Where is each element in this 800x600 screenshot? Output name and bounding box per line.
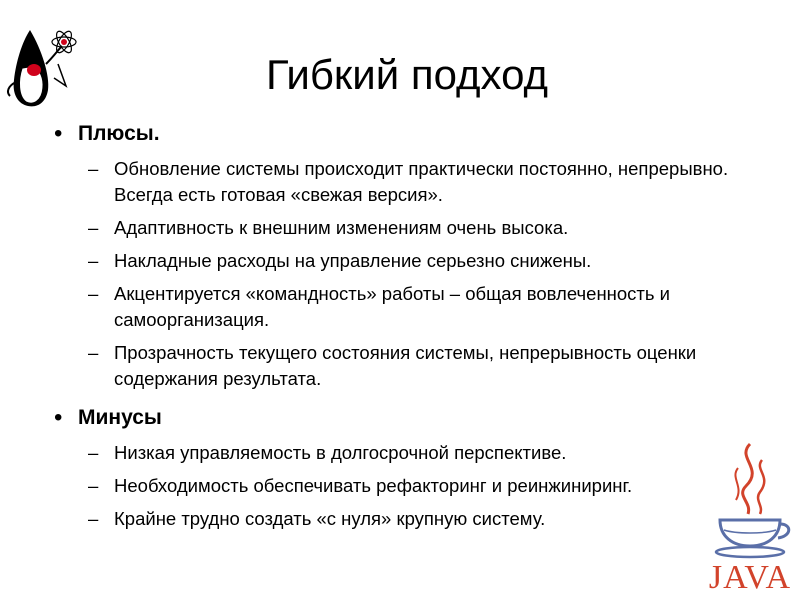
cons-list bbox=[78, 440, 770, 532]
list-item-text: Необходимость обеспечивать рефакторинг и реинжиниринг. bbox=[114, 475, 633, 496]
list-item bbox=[78, 248, 770, 274]
list-item-text: Низкая управляемость в долгосрочной перспективе. bbox=[114, 442, 567, 463]
list-item bbox=[78, 281, 770, 333]
list-item-text: Крайне трудно создать «с нуля» крупную систему. bbox=[114, 508, 546, 529]
list-item bbox=[78, 473, 770, 499]
slide-content bbox=[40, 120, 770, 544]
dash-glyph: – bbox=[88, 342, 99, 363]
section-cons bbox=[40, 404, 770, 532]
list-item-text: Адаптивность к внешним изменениям очень высока. bbox=[114, 217, 569, 238]
dash-glyph: – bbox=[88, 250, 99, 271]
section-list bbox=[40, 120, 770, 532]
java-logo-icon bbox=[706, 440, 794, 596]
list-item bbox=[78, 215, 770, 241]
slide-title: Гибкий подход bbox=[265, 51, 549, 98]
list-item-text: Обновление системы происходит практически постоянно, непрерывно. Всегда есть готовая «свежая версия». bbox=[114, 158, 729, 205]
dash-glyph: – bbox=[88, 217, 99, 238]
section-heading: Минусы bbox=[78, 406, 162, 429]
list-item-text: Прозрачность текущего состояния системы, непрерывность оценки содержания результата. bbox=[114, 342, 697, 389]
section-heading: Плюсы. bbox=[78, 122, 160, 145]
list-item-text: Акцентируется «командность» работы – общая вовлеченность и самоорганизация. bbox=[114, 283, 671, 330]
list-item bbox=[78, 440, 770, 466]
bullet-glyph: • bbox=[54, 120, 63, 147]
dash-glyph: – bbox=[88, 158, 99, 179]
section-pros bbox=[40, 120, 770, 392]
dash-glyph: – bbox=[88, 442, 99, 463]
pros-list bbox=[78, 156, 770, 392]
list-item bbox=[78, 156, 770, 208]
dash-glyph: – bbox=[88, 475, 99, 496]
list-item-text: Накладные расходы на управление серьезно снижены. bbox=[114, 250, 592, 271]
list-item bbox=[78, 506, 770, 532]
java-wordmark: JAVA bbox=[708, 559, 792, 596]
list-item bbox=[78, 340, 770, 392]
dash-glyph: – bbox=[88, 283, 99, 304]
dash-glyph: – bbox=[88, 508, 99, 529]
bullet-glyph: • bbox=[54, 404, 63, 431]
